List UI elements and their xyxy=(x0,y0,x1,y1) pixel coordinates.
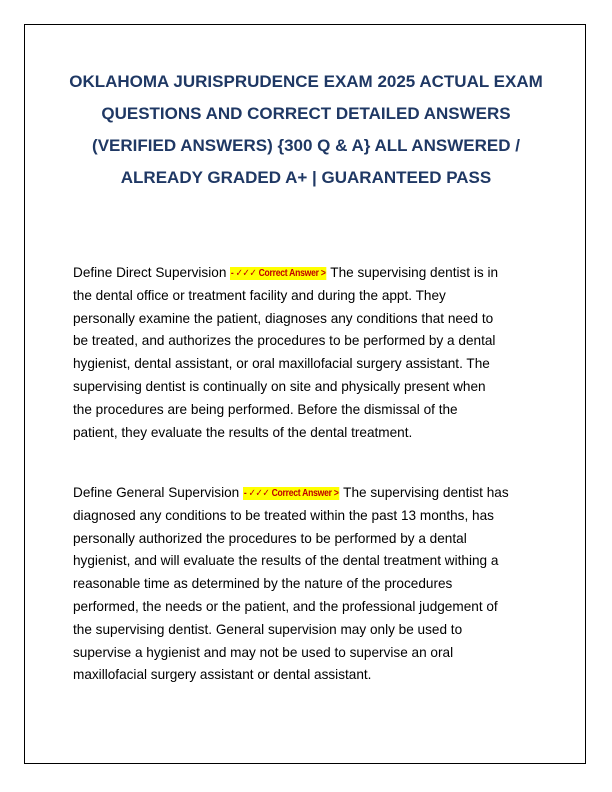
question-text: Define General Supervision xyxy=(73,485,244,500)
answer-line: performed, the needs or the patient, and the professional judgement of xyxy=(73,598,498,614)
answer-line: patient, they evaluate the results of the dental treatment. xyxy=(73,424,413,440)
answer-text: The supervising dentist is in xyxy=(330,265,499,280)
title-line: QUESTIONS AND CORRECT DETAILED ANSWERS xyxy=(101,104,511,123)
document-title xyxy=(48,66,564,194)
answer-line: hygienist, and will evaluate the results of the dental treatment withing a xyxy=(73,553,499,569)
answer-line: supervising dentist is continually on site and physically present when xyxy=(73,378,486,394)
question-text: Define Direct Supervision xyxy=(73,265,231,280)
answer-text: The supervising dentist has xyxy=(343,485,509,500)
qa-first-line xyxy=(73,262,545,285)
title-line: OKLAHOMA JURISPRUDENCE EXAM 2025 ACTUAL EXAM xyxy=(69,72,543,91)
qa-first-line xyxy=(73,482,545,505)
answer-line: personally authorized the procedures to be performed by a dental xyxy=(73,530,467,546)
qa-block-direct-supervision xyxy=(73,262,545,444)
title-line: (VERIFIED ANSWERS) {300 Q & A} ALL ANSWERED / xyxy=(92,136,520,155)
title-line: ALREADY GRADED A+ | GUARANTEED PASS xyxy=(120,168,492,187)
qa-block-general-supervision xyxy=(73,482,545,687)
answer-line: the supervising dentist. General supervision may only be used to xyxy=(73,621,463,637)
answer-line: hygienist, dental assistant, or oral maxillofacial surgery assistant. The xyxy=(73,356,490,372)
answer-line: diagnosed any conditions to be treated within the past 13 months, has xyxy=(73,507,494,523)
answer-line: maxillofacial surgery assistant or dental assistant. xyxy=(73,667,372,683)
correct-answer-marker: - ✓✓✓ Correct Answer > xyxy=(243,488,339,499)
answer-line: be treated, and authorizes the procedures to be performed by a dental xyxy=(73,333,496,349)
answer-line: supervise a hygienist and may not be used to supervise an oral xyxy=(73,644,454,660)
answer-line: reasonable time as determined by the nature of the procedures xyxy=(73,576,453,592)
answer-line: the dental office or treatment facility and during the appt. They xyxy=(73,287,446,303)
answer-line: personally examine the patient, diagnoses any conditions that need to xyxy=(73,310,494,326)
answer-line: the procedures are being performed. Before the dismissal of the xyxy=(73,401,458,417)
correct-answer-marker: - ✓✓✓ Correct Answer > xyxy=(231,268,326,279)
